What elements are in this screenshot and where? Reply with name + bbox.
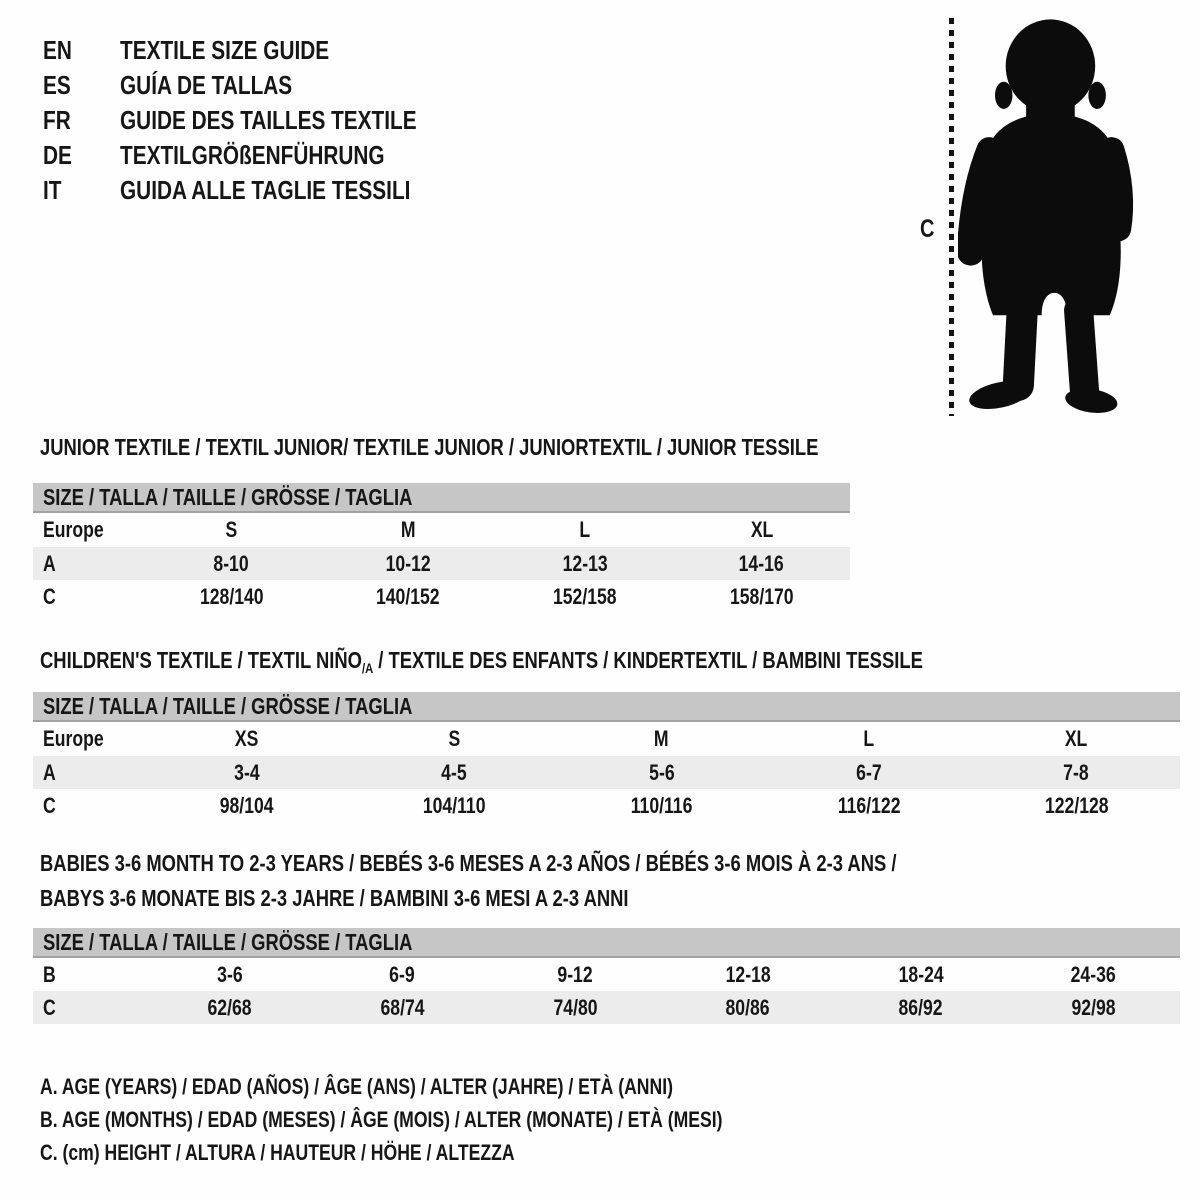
language-row <box>43 68 491 103</box>
size-cell: 110/116 <box>630 792 693 818</box>
size-cell: 12-13 <box>562 550 608 576</box>
section-title-babies-line2: BABYS 3-6 MONATE BIS 2-3 JAHRE / BAMBINI 3-6 MESI A 2-3 ANNI <box>40 885 629 911</box>
size-cell: 10-12 <box>385 550 431 576</box>
size-cell: 7-8 <box>1063 759 1090 785</box>
size-cell: 9-12 <box>557 961 593 987</box>
size-cell: 24-36 <box>1071 961 1117 987</box>
size-cell: 6-7 <box>856 759 882 785</box>
section-title-children-prefix: CHILDREN'S TEXTILE / TEXTIL NIÑO <box>40 647 362 673</box>
language-code: IT <box>43 175 62 205</box>
height-measure-line <box>949 18 954 416</box>
section-title-babies <box>40 846 1111 916</box>
legend-line-b: B. AGE (MONTHS) / EDAD (MESES) / ÂGE (MOIS) / ALTER (MONATE) / ETÀ (MESI) <box>40 1106 723 1132</box>
language-title: TEXTILE SIZE GUIDE <box>120 35 330 65</box>
language-title: GUÍA DE TALLAS <box>120 70 293 100</box>
size-table-junior <box>33 483 850 613</box>
legend-line-c: C. (cm) HEIGHT / ALTURA / HAUTEUR / HÖHE / ALTEZZA <box>40 1139 515 1165</box>
size-cell: S <box>448 726 460 751</box>
section-title-children-sub: /A <box>361 660 374 676</box>
size-cell: 68/74 <box>380 994 425 1020</box>
language-row <box>43 173 491 208</box>
size-cell: 8-10 <box>213 550 249 576</box>
section-title-junior: JUNIOR TEXTILE / TEXTIL JUNIOR/ TEXTILE JUNIOR / JUNIORTEXTIL / JUNIOR TESSILE <box>40 434 819 460</box>
size-cell: L <box>863 726 875 751</box>
language-code: DE <box>43 140 72 170</box>
size-cell: 14-16 <box>739 550 785 576</box>
table-row <box>33 789 1180 822</box>
size-cell: 86/92 <box>898 994 943 1020</box>
table-row <box>33 958 1180 991</box>
row-label: C <box>43 994 56 1020</box>
table-row <box>33 513 850 547</box>
size-table-babies <box>33 928 1180 1024</box>
size-cell: 122/128 <box>1044 792 1109 818</box>
language-title: GUIDE DES TAILLES TEXTILE <box>120 105 417 135</box>
table-row <box>33 547 850 580</box>
section-title-children <box>40 647 923 676</box>
size-cell: 62/68 <box>207 994 252 1020</box>
section-title-babies-line1: BABIES 3-6 MONTH TO 2-3 YEARS / BEBÉS 3-6 MESES A 2-3 AÑOS / BÉBÉS 3-6 MOIS À 2-3 ANS / <box>40 850 897 876</box>
language-title: GUIDA ALLE TAGLIE TESSILI <box>120 175 411 205</box>
size-cell: 158/170 <box>729 583 794 609</box>
language-code: ES <box>43 70 71 100</box>
size-cell: 12-18 <box>725 961 771 987</box>
row-label: Europe <box>43 517 104 542</box>
row-label: C <box>43 583 56 609</box>
size-cell: M <box>654 726 669 751</box>
language-title-list <box>43 33 491 208</box>
measurement-legend <box>40 1070 893 1169</box>
table-header-size <box>33 692 1180 722</box>
row-label: C <box>43 792 56 818</box>
language-row <box>43 33 491 68</box>
table-row <box>33 580 850 613</box>
size-cell: 104/110 <box>422 792 486 818</box>
height-measure-label: C <box>920 215 935 243</box>
size-cell: 18-24 <box>898 961 944 987</box>
language-row <box>43 138 491 173</box>
table-row <box>33 756 1180 789</box>
row-label: A <box>43 759 56 785</box>
table-row <box>33 722 1180 756</box>
size-cell: S <box>225 517 238 542</box>
table-header-size <box>33 928 1180 958</box>
legend-line-a: A. AGE (YEARS) / EDAD (AÑOS) / ÂGE (ANS) / ALTER (JAHRE) / ETÀ (ANNI) <box>40 1073 673 1099</box>
row-label: A <box>43 550 56 576</box>
language-title: TEXTILGRÖßENFÜHRUNG <box>120 140 385 170</box>
table-header-size-label: SIZE / TALLA / TAILLE / GRÖSSE / TAGLIA <box>43 483 413 510</box>
table-row <box>33 991 1180 1024</box>
size-cell: 4-5 <box>441 759 467 785</box>
size-cell: XL <box>750 517 773 542</box>
size-cell: 140/152 <box>376 583 440 609</box>
size-table-children <box>33 692 1180 822</box>
size-cell: 6-9 <box>389 961 415 987</box>
size-cell: 98/104 <box>219 792 274 818</box>
size-cell: 92/98 <box>1071 994 1116 1020</box>
size-cell: 80/86 <box>725 994 770 1020</box>
size-cell: 3-4 <box>233 759 260 785</box>
size-cell: 5-6 <box>648 759 675 785</box>
size-cell: M <box>400 517 416 542</box>
row-label: B <box>43 961 56 987</box>
table-header-size-label: SIZE / TALLA / TAILLE / GRÖSSE / TAGLIA <box>43 928 413 955</box>
language-row <box>43 103 491 138</box>
row-label: Europe <box>43 726 104 751</box>
baby-silhouette-icon <box>958 14 1138 416</box>
language-code: EN <box>43 35 72 65</box>
size-cell: 74/80 <box>553 994 598 1020</box>
table-header-size-label: SIZE / TALLA / TAILLE / GRÖSSE / TAGLIA <box>43 692 413 719</box>
language-code: FR <box>43 105 71 135</box>
size-cell: 152/158 <box>553 583 617 609</box>
size-cell: 116/122 <box>837 792 901 818</box>
table-header-size <box>33 483 850 513</box>
size-cell: 3-6 <box>216 961 243 987</box>
size-cell: L <box>579 517 591 542</box>
section-title-children-suffix: / TEXTILE DES ENFANTS / KINDERTEXTIL / BAMBINI TESSILE <box>373 647 923 673</box>
size-cell: XS <box>234 726 259 751</box>
size-cell: 128/140 <box>199 583 264 609</box>
size-cell: XL <box>1065 726 1088 751</box>
